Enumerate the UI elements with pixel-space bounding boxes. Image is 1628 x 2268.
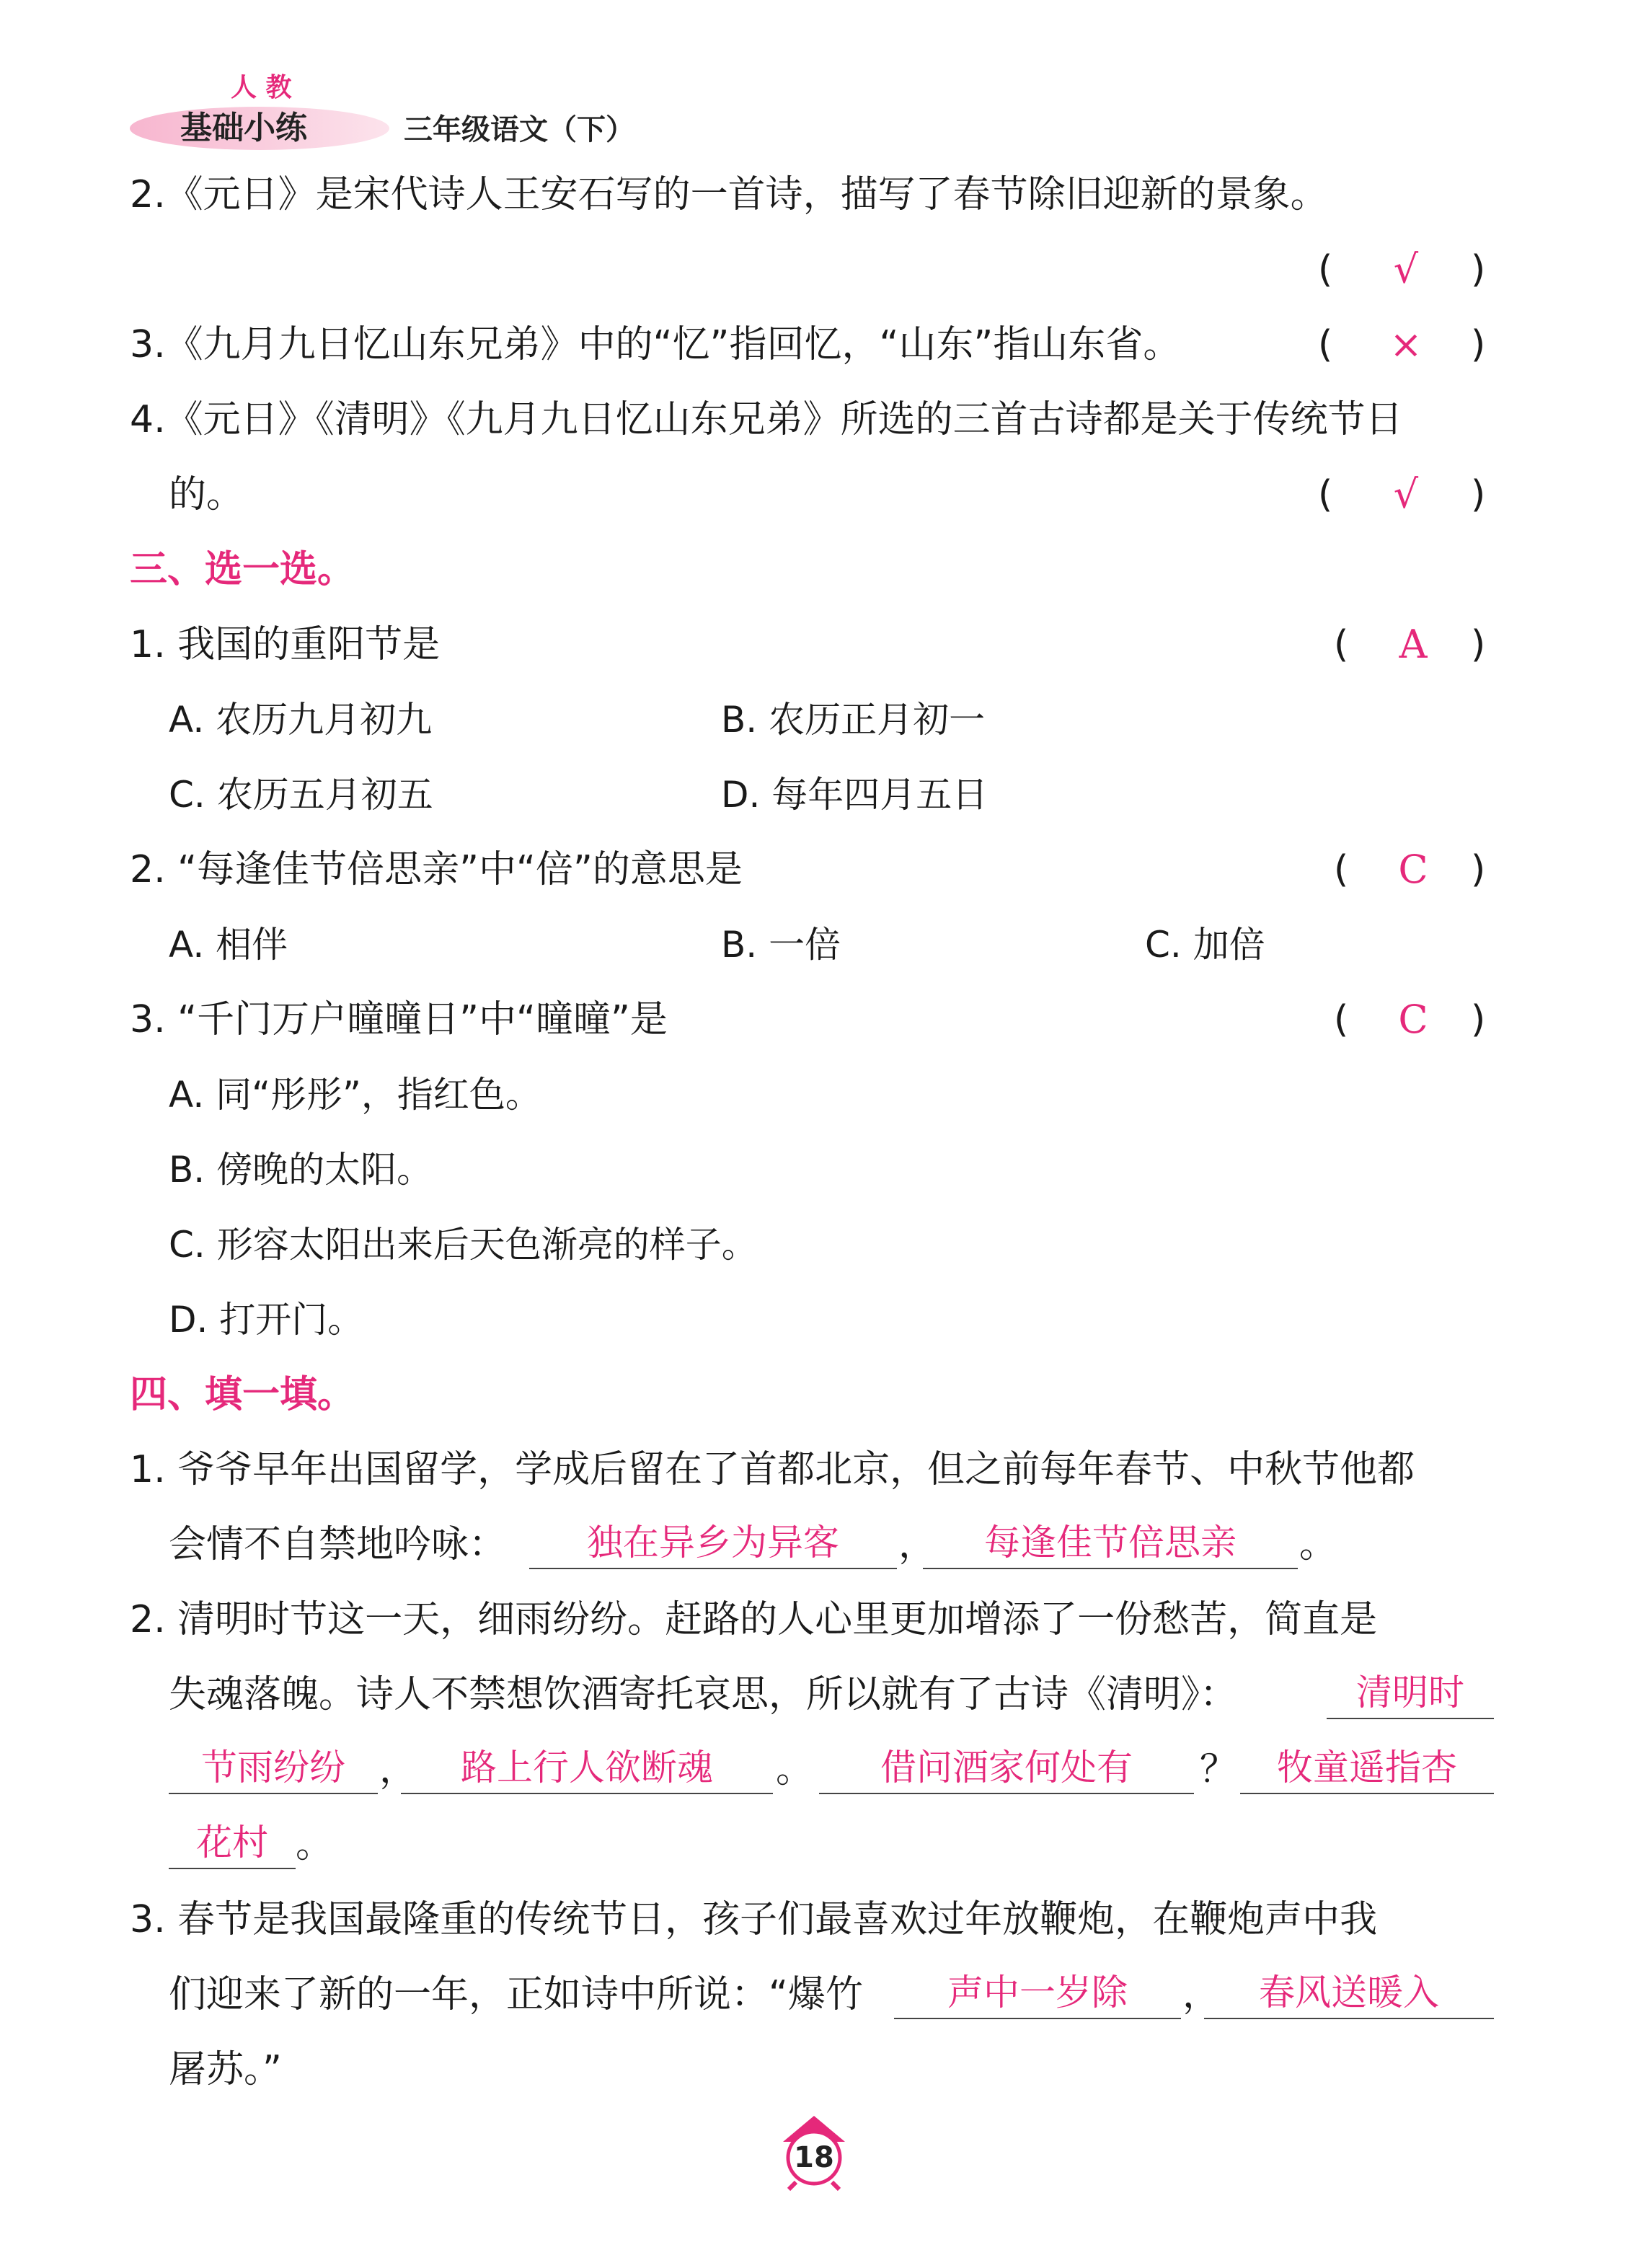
s4-q2-line2-prefix: 失魂落魄。诗人不禁想饮酒寄托哀思，所以就有了古诗《清明》：: [169, 1673, 1238, 1716]
judge-q3-text: 3.《九月九日忆山东兄弟》中的“忆”指回忆，“山东”指山东省。: [130, 323, 1181, 366]
paren-open: (: [1318, 248, 1333, 291]
page-number-badge: [774, 2113, 854, 2192]
s4-q1-sep: ，: [898, 1523, 937, 1566]
judge-q4-text-1: 4.《元日》《清明》《九月九日忆山东兄弟》所选的三首古诗都是关于传统节日: [130, 398, 1403, 441]
section3-title: 三、选一选。: [130, 548, 355, 591]
s4-q2-blank4a: 牧童遥指杏: [1240, 1747, 1494, 1794]
s4-q1-end: 。: [1299, 1523, 1337, 1566]
paren-open: (: [1334, 623, 1349, 666]
s3-q3-answer: C: [1398, 997, 1428, 1042]
s4-q1-line2-prefix: 会情不自禁地吟咏：: [169, 1523, 507, 1566]
paren-close: ): [1471, 248, 1486, 291]
s4-q2-blank4b: 花村: [169, 1822, 296, 1869]
s4-q2-blank1b: 节雨纷纷: [169, 1747, 378, 1794]
s3-q2-option-a: A. 相伴: [169, 924, 288, 966]
judge-q3-answer: ×: [1389, 322, 1423, 367]
paren-open: (: [1334, 998, 1349, 1041]
s3-q1-answer: A: [1399, 622, 1428, 667]
s4-q3-blank1: 声中一岁除: [894, 1972, 1181, 2019]
s3-q3-option-c: C. 形容太阳出来后天色渐亮的样子。: [169, 1224, 758, 1266]
paren-close: ): [1471, 623, 1486, 666]
s3-q1-text: 1. 我国的重阳节是: [130, 623, 441, 666]
s4-q3-line1: 3. 春节是我国最隆重的传统节日，孩子们最喜欢过年放鞭炮，在鞭炮声中我: [130, 1898, 1378, 1941]
s4-q2-sep3: ？: [1200, 1748, 1238, 1791]
s3-q3-text: 3. “千门万户曈曈日”中“曈曈”是: [130, 998, 668, 1041]
paren-close: ): [1471, 998, 1486, 1041]
s4-q2-blank2: 路上行人欲断魂: [401, 1747, 773, 1794]
paren-open: (: [1318, 323, 1333, 366]
s4-q2-sep2: 。: [776, 1748, 814, 1791]
s3-q3-option-b: B. 傍晚的太阳。: [169, 1149, 433, 1191]
s4-q2-end: 。: [296, 1823, 334, 1866]
s4-q3-blank2: 春风送暖入: [1204, 1972, 1494, 2019]
s4-q3-line2-prefix: 们迎来了新的一年，正如诗中所说：“爆竹: [169, 1973, 863, 2016]
s3-q2-text: 2. “每逢佳节倍思亲”中“倍”的意思是: [130, 848, 743, 891]
s4-q3-sep: ，: [1182, 1973, 1221, 2016]
paren-close: ): [1471, 473, 1486, 516]
paren-open: (: [1318, 473, 1333, 516]
s3-q1-option-c: C. 农历五月初五: [169, 774, 433, 816]
s3-q3-option-a: A. 同“彤彤”，指红色。: [169, 1074, 541, 1116]
judge-q2-text: 2.《元日》是宋代诗人王安石写的一首诗，描写了春节除旧迎新的景象。: [130, 173, 1328, 216]
s4-q2-blank3: 借问酒家何处有: [819, 1747, 1194, 1794]
section4-title: 四、填一填。: [130, 1373, 355, 1416]
paren-open: (: [1334, 848, 1349, 891]
subject-title: 三年级语文（下）: [404, 113, 634, 146]
s4-q1-line1: 1. 爷爷早年出国留学，学成后留在了首都北京，但之前每年春节、中秋节他都: [130, 1448, 1415, 1491]
s4-q1-blank2: 每逢佳节倍思亲: [923, 1522, 1298, 1569]
s4-q1-blank1: 独在异乡为异客: [529, 1522, 897, 1569]
page-number: 18: [794, 2141, 834, 2174]
paren-close: ): [1471, 848, 1486, 891]
s3-q1-option-a: A. 农历九月初九: [169, 699, 433, 741]
header: [123, 72, 634, 159]
s3-q2-option-c: C. 加倍: [1145, 924, 1265, 966]
s4-q2-blank1a: 清明时: [1327, 1672, 1494, 1719]
judge-q4-answer: √: [1393, 472, 1419, 517]
series-title: 基础小练: [180, 110, 307, 146]
paren-close: ): [1471, 323, 1486, 366]
s4-q2-sep1: ，: [379, 1748, 417, 1791]
s3-q2-answer: C: [1398, 847, 1428, 892]
s4-q3-line3: 屠苏。”: [169, 2048, 282, 2091]
s3-q1-option-d: D. 每年四月五日: [721, 774, 988, 816]
s4-q2-line1: 2. 清明时节这一天，细雨纷纷。赶路的人心里更加增添了一份愁苦，简直是: [130, 1598, 1378, 1641]
publisher-label: 人 教: [231, 73, 292, 102]
s3-q1-option-b: B. 农历正月初一: [721, 699, 986, 741]
s3-q2-option-b: B. 一倍: [721, 924, 841, 966]
s3-q3-option-d: D. 打开门。: [169, 1299, 364, 1341]
judge-q4-text-2: 的。: [169, 473, 244, 516]
judge-q2-answer: √: [1393, 247, 1419, 292]
